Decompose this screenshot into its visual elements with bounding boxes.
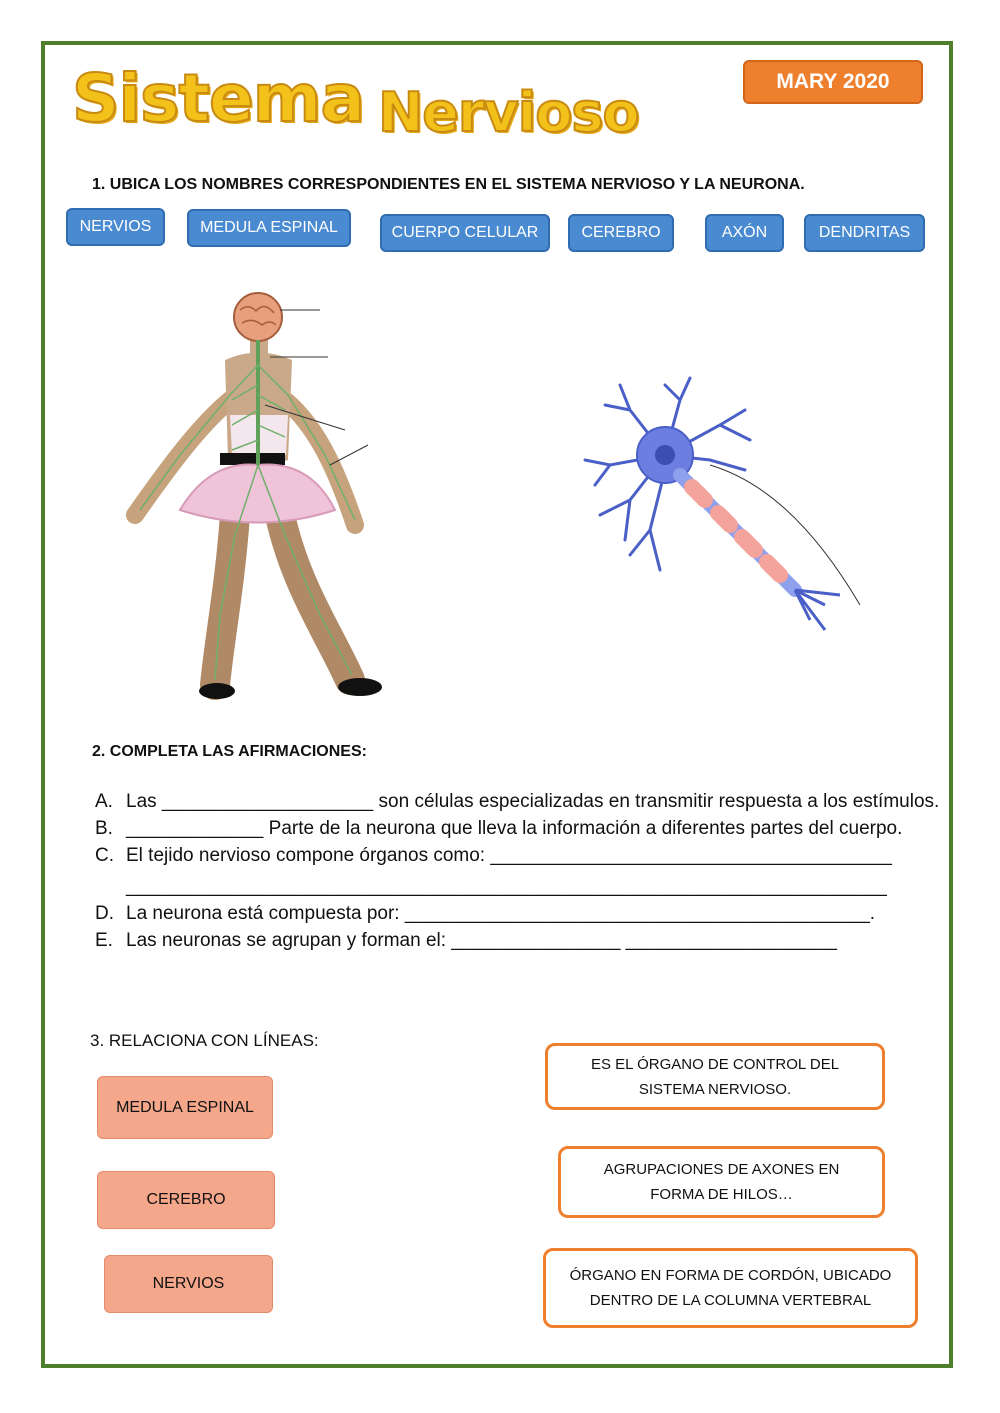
statement-letter: E. (95, 930, 113, 951)
chip-nervios[interactable]: NERVIOS (66, 208, 165, 246)
title-word-1: Sistema (72, 60, 365, 137)
statement-text: Las neuronas se agrupan y forman el: ________________ ____________________ (126, 930, 837, 951)
title-word-2: Nervioso (378, 81, 639, 144)
statement-text: El tejido nervioso compone órganos como: ______________________________________ (126, 845, 892, 866)
match-right-text: ÓRGANO EN FORMA DE CORDÓN, UBICADO DENTRO DE LA COLUMNA VERTEBRAL (569, 1267, 892, 1309)
fill-in-list (95, 788, 945, 954)
statement-text: ________________________________________________________________________ (126, 876, 887, 897)
statement-c (95, 842, 945, 869)
statement-text: La neurona está compuesta por: ____________________________________________. (126, 903, 876, 924)
neuron-illustration (570, 370, 870, 650)
statement-letter: A. (95, 791, 113, 812)
statement-a (95, 788, 945, 815)
chip-axon[interactable]: AXÓN (705, 214, 784, 252)
statement-c-continued (95, 869, 945, 900)
match-right-organo-control[interactable] (545, 1043, 885, 1110)
chip-cuerpo-celular[interactable]: CUERPO CELULAR (380, 214, 550, 252)
match-right-text: ES EL ÓRGANO DE CONTROL DEL SISTEMA NERVIOSO. (590, 1055, 840, 1098)
worksheet-title (72, 60, 639, 144)
statement-letter: C. (95, 845, 114, 866)
match-right-agrupaciones-axones[interactable] (558, 1146, 885, 1218)
chip-medula-espinal[interactable]: MEDULA ESPINAL (187, 209, 351, 247)
match-left-nervios[interactable]: NERVIOS (104, 1255, 273, 1313)
author-badge: MARY 2020 (743, 60, 923, 104)
match-left-medula-espinal[interactable]: MEDULA ESPINAL (97, 1076, 273, 1139)
question-3-heading: 3. RELACIONA CON LÍNEAS: (90, 1031, 319, 1050)
statement-e (95, 927, 945, 954)
statement-letter: D. (95, 903, 114, 924)
chip-cerebro[interactable]: CEREBRO (568, 214, 674, 252)
match-left-cerebro[interactable]: CEREBRO (97, 1171, 275, 1229)
question-2-heading: 2. COMPLETA LAS AFIRMACIONES: (92, 743, 367, 760)
match-right-text: AGRUPACIONES DE AXONES EN FORMA DE HILOS… (603, 1161, 840, 1203)
statement-letter: B. (95, 818, 113, 839)
statement-b (95, 815, 945, 842)
statement-d (95, 900, 945, 927)
statement-text: _____________ Parte de la neurona que lleva la información a diferentes partes del cuerpo. (126, 818, 903, 839)
statement-text: Las ____________________ son células especializadas en transmitir respuesta a los estímulos. (126, 791, 940, 812)
nervous-system-illustration (120, 285, 400, 715)
question-1-heading: 1. UBICA LOS NOMBRES CORRESPONDIENTES EN EL SISTEMA NERVIOSO Y LA NEURONA. (92, 176, 805, 193)
match-right-organo-cordon[interactable] (543, 1248, 918, 1328)
chip-dendritas[interactable]: DENDRITAS (804, 214, 925, 252)
